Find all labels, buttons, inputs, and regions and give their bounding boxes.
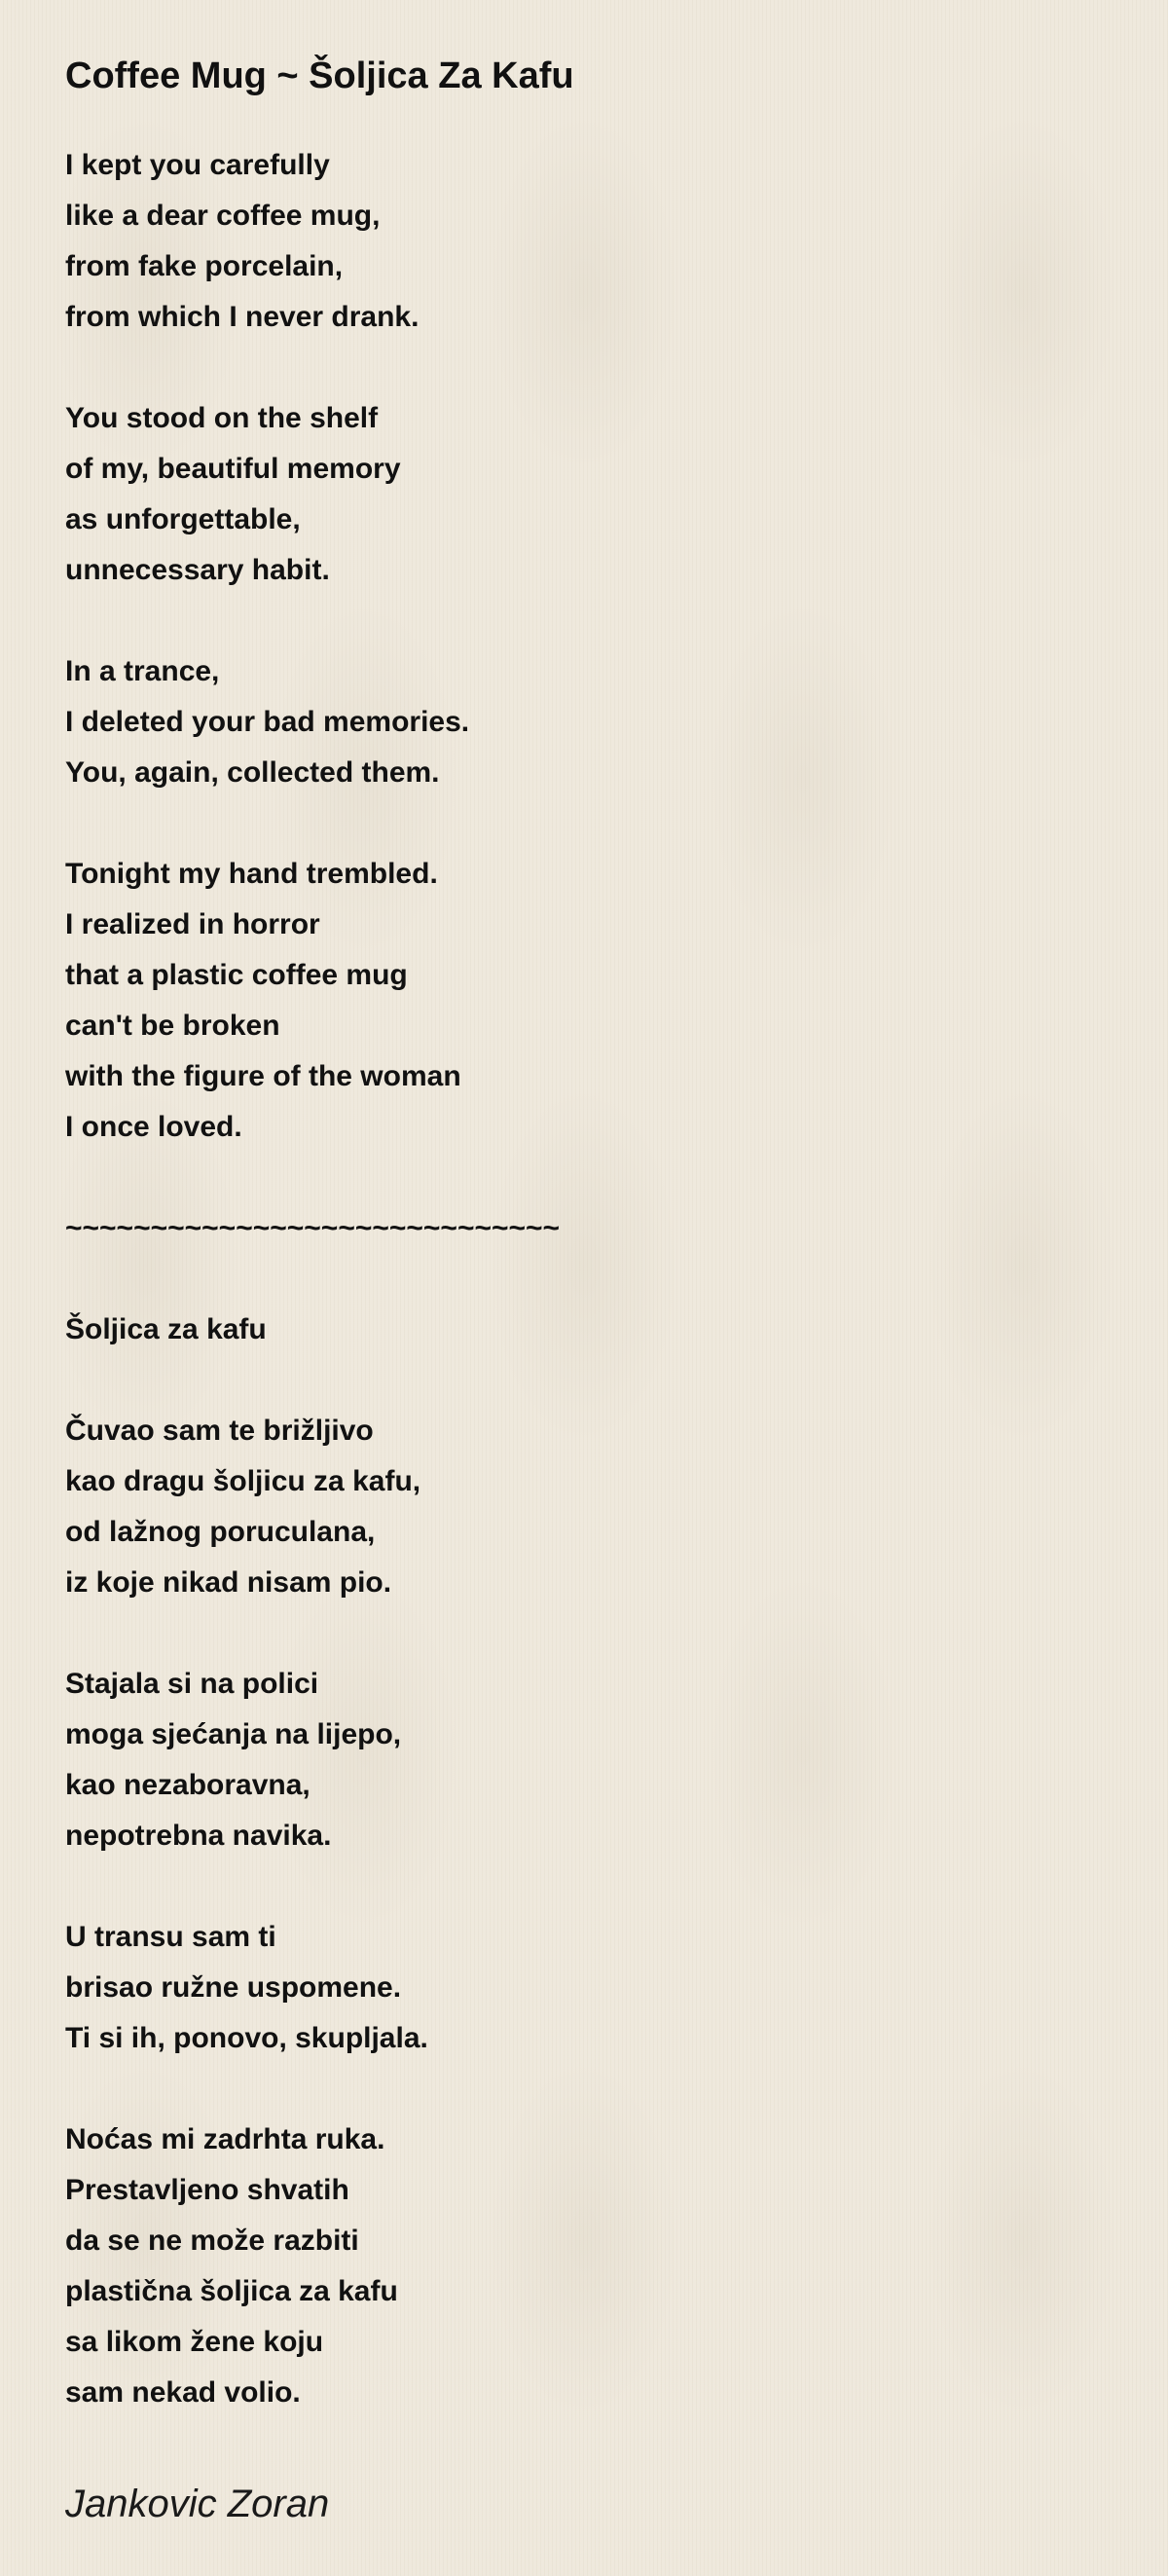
poem-line: Prestavljeno shvatih [65, 2174, 349, 2206]
poem-line: of my, beautiful memory [65, 453, 401, 485]
translation-title: Šoljica za kafu [65, 1313, 267, 1345]
stanza-1 [65, 140, 1116, 343]
poem-line: from fake porcelain, [65, 250, 344, 282]
poem-line: Ti si ih, ponovo, skupljala. [65, 2022, 428, 2054]
poem-line: with the figure of the woman [65, 1060, 461, 1092]
stanza-3 [65, 646, 1116, 798]
poem-line: sam nekad volio. [65, 2376, 301, 2409]
stanza-7 [65, 1912, 1116, 2064]
poem-line: moga sjećanja na lijepo, [65, 1718, 402, 1750]
poem-line: like a dear coffee mug, [65, 200, 381, 232]
poem-line: can't be broken [65, 1010, 280, 1042]
poem-line: from which I never drank. [65, 301, 420, 333]
tilde-divider: ~~~~~~~~~~~~~~~~~~~~~~~~~~~~~ [65, 1212, 561, 1244]
poem-line: nepotrebna navika. [65, 1820, 332, 1852]
poem-line: brisao ružne uspomene. [65, 1971, 402, 2004]
poem-line: I kept you carefully [65, 149, 330, 181]
poem-line: Čuvao sam te brižljivo [65, 1415, 374, 1447]
poem-line: U transu sam ti [65, 1921, 276, 1953]
stanza-2 [65, 393, 1116, 596]
poem-line: plastična šoljica za kafu [65, 2275, 398, 2307]
translation-heading [65, 1305, 1116, 1355]
stanza-8 [65, 2115, 1116, 2418]
poem-line: da se ne može razbiti [65, 2225, 359, 2257]
separator [65, 1203, 1116, 1254]
poem-line: iz koje nikad nisam pio. [65, 1566, 392, 1599]
poem-line: Tonight my hand trembled. [65, 858, 438, 890]
poem-line: that a plastic coffee mug [65, 959, 408, 991]
poem-line: unnecessary habit. [65, 554, 330, 586]
stanza-5 [65, 1406, 1116, 1608]
poem-line: kao dragu šoljicu za kafu, [65, 1465, 421, 1497]
poem-line: I realized in horror [65, 908, 320, 940]
poem-line: You, again, collected them. [65, 756, 440, 789]
author-name: Jankovic Zoran [65, 2483, 330, 2525]
poem-line: You stood on the shelf [65, 402, 379, 434]
poem-title: Coffee Mug ~ Šoljica Za Kafu [65, 55, 574, 96]
poem-line: In a trance, [65, 655, 220, 687]
poem-line: kao nezaboravna, [65, 1769, 310, 1801]
poem-line: as unforgettable, [65, 503, 301, 535]
stanza-4 [65, 849, 1116, 1153]
stanza-6 [65, 1659, 1116, 1861]
poem-line: I deleted your bad memories. [65, 706, 470, 738]
poem-line: od lažnog poruculana, [65, 1516, 376, 1548]
poem-line: Noćas mi zadrhta ruka. [65, 2123, 385, 2155]
poem-line: Stajala si na polici [65, 1668, 319, 1700]
poem-page [65, 47, 1116, 2533]
poem-line: sa likom žene koju [65, 2326, 324, 2358]
poem-line: I once loved. [65, 1111, 242, 1143]
